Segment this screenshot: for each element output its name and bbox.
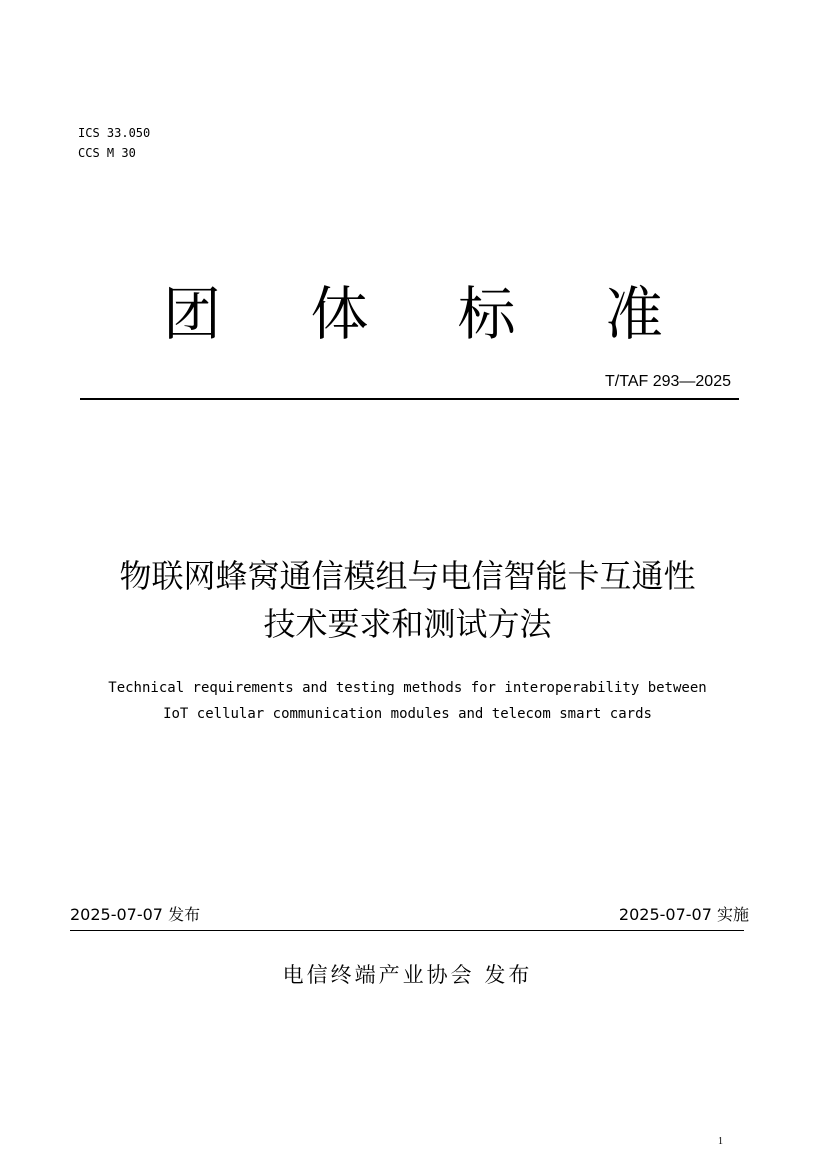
standard-type-char-3: 标 bbox=[457, 280, 516, 348]
publisher: 电信终端产业协会 发布 bbox=[282, 963, 533, 987]
standard-number: T/TAF 293—2025 bbox=[605, 373, 731, 390]
standard-type-char-2: 体 bbox=[310, 280, 369, 348]
chinese-title-line-2: 技术要求和测试方法 bbox=[263, 605, 552, 643]
english-title bbox=[40, 675, 775, 727]
effective-date: 2025-07-07 实施 bbox=[618, 905, 749, 924]
ccs-code: CCS M 30 bbox=[78, 146, 136, 160]
standard-type-heading bbox=[163, 275, 663, 353]
chinese-title bbox=[40, 552, 775, 648]
issue-date: 2025-07-07 发布 bbox=[70, 905, 201, 924]
footer-divider bbox=[70, 930, 744, 931]
english-title-line-2: IoT cellular communication modules and telecom smart cards bbox=[163, 706, 652, 722]
page-number: 1 bbox=[718, 1136, 723, 1147]
classification-codes bbox=[78, 123, 150, 163]
ics-code: ICS 33.050 bbox=[78, 126, 151, 140]
standard-type-char-1: 团 bbox=[163, 280, 222, 348]
standard-type-char-4: 准 bbox=[604, 280, 663, 348]
header-divider bbox=[80, 398, 739, 400]
chinese-title-line-1: 物联网蜂窝通信模组与电信智能卡互通性 bbox=[119, 557, 696, 595]
english-title-line-1: Technical requirements and testing methods for interoperability between bbox=[108, 680, 707, 696]
